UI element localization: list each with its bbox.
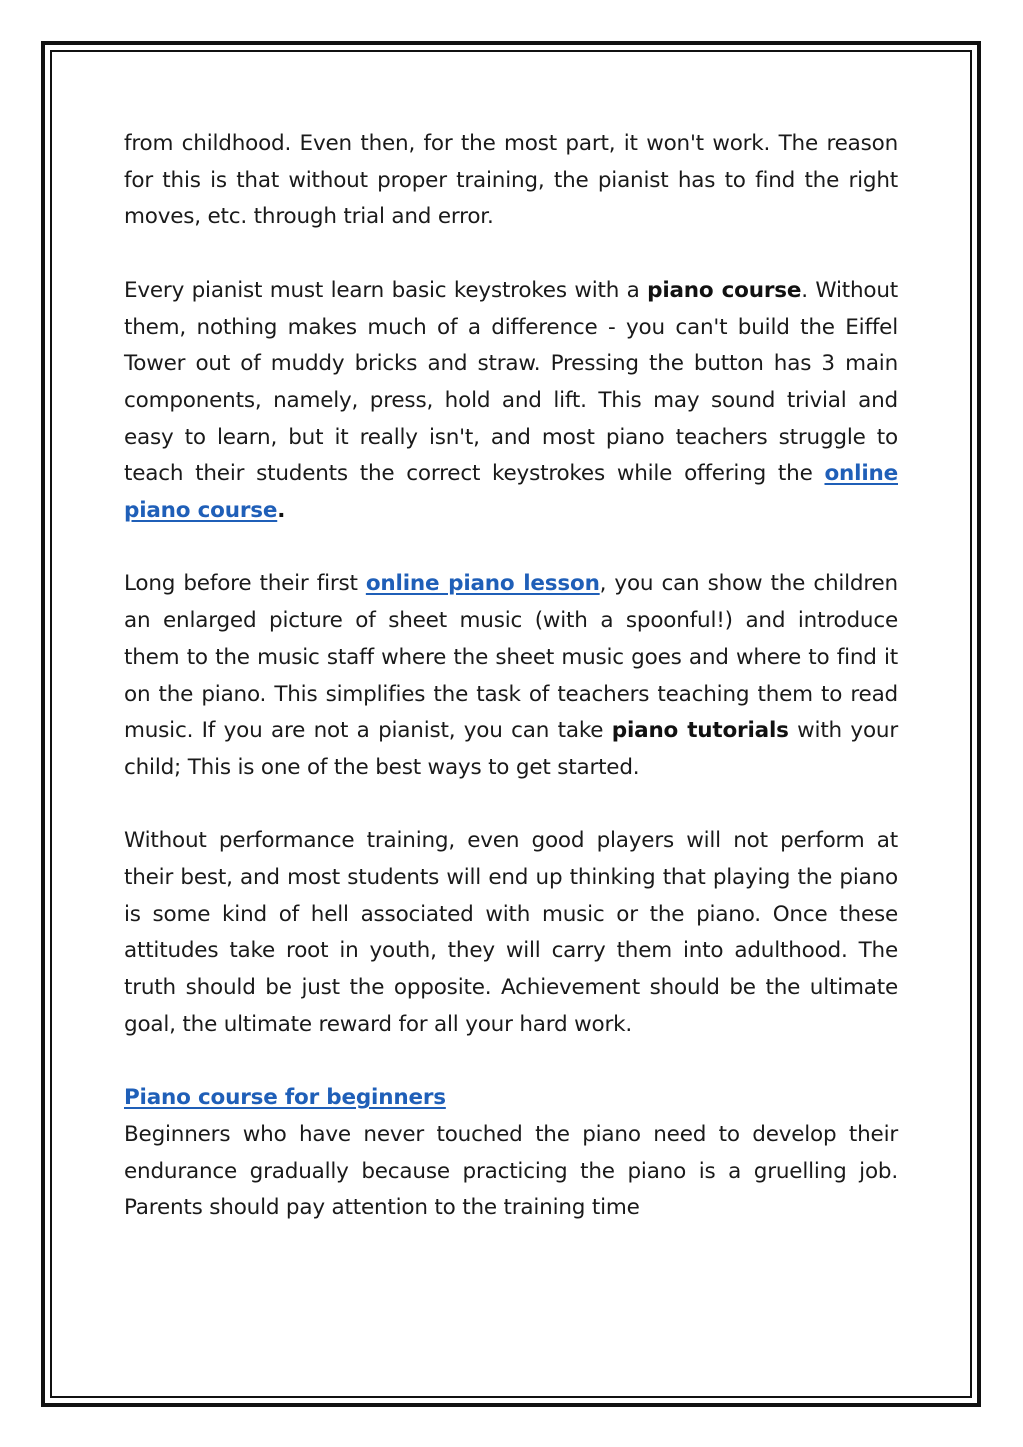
paragraph-2-text-middle: . Without them, nothing makes much of a difference - you can't build the Eiffel Tower out of muddy bricks and straw. Pressing the button has 3 main components, namely, press, hold and lift. This may sound trivial and easy to learn, but it really isn't, and most piano teachers struggle to teach their students the correct keystrokes while offering the [124, 277, 898, 487]
paragraph-3-text-end: with your child; This is one of the best ways to get started. [124, 718, 898, 780]
paragraph-1: from childhood. Even then, for the most part, it won't work. The reason for this is that without proper training, the pianist has to find the right moves, etc. through trial and error. [124, 131, 898, 230]
paragraph-5: Beginners who have never touched the piano need to develop their endurance gradually because practicing the piano is a gruelling job. Parents should pay attention to the training time [124, 1121, 898, 1221]
piano-course-bold: piano course [647, 277, 802, 303]
online-piano-course-link[interactable]: online piano course [124, 461, 898, 524]
paragraph-3-text-start: Long before their first [124, 571, 366, 597]
section-heading-link[interactable]: Piano course for beginners [124, 1085, 446, 1111]
paragraph-4: Without performance training, even good players will not perform at their best, and most students will end up thinking that playing the piano is some kind of hell associated with music or the piano. Once these attitudes take root in youth, they will carry them into adulthood. The truth should be just the opposite. Achievement should be the ultimate goal, the ultimate reward for all your hard work. [124, 828, 898, 1037]
paragraph-2 [124, 273, 898, 530]
paragraph-2-text-start: Every pianist must learn basic keystrokes with a [124, 277, 648, 303]
piano-tutorials-bold: piano tutorials [611, 718, 789, 744]
paragraph-3 [124, 566, 898, 786]
document-body [124, 126, 898, 1227]
online-piano-lesson-link[interactable]: online piano lesson [365, 571, 600, 597]
paragraph-3-text-middle: , you can show the children an enlarged picture of sheet music (with a spoonful!) and introduce them to the music staff where the sheet music goes and where to find it on the piano. This simplifies the task of teachers teaching them to read music. If you are not a pianist, you can take [124, 571, 898, 744]
paragraph-2-period: . [277, 498, 286, 524]
